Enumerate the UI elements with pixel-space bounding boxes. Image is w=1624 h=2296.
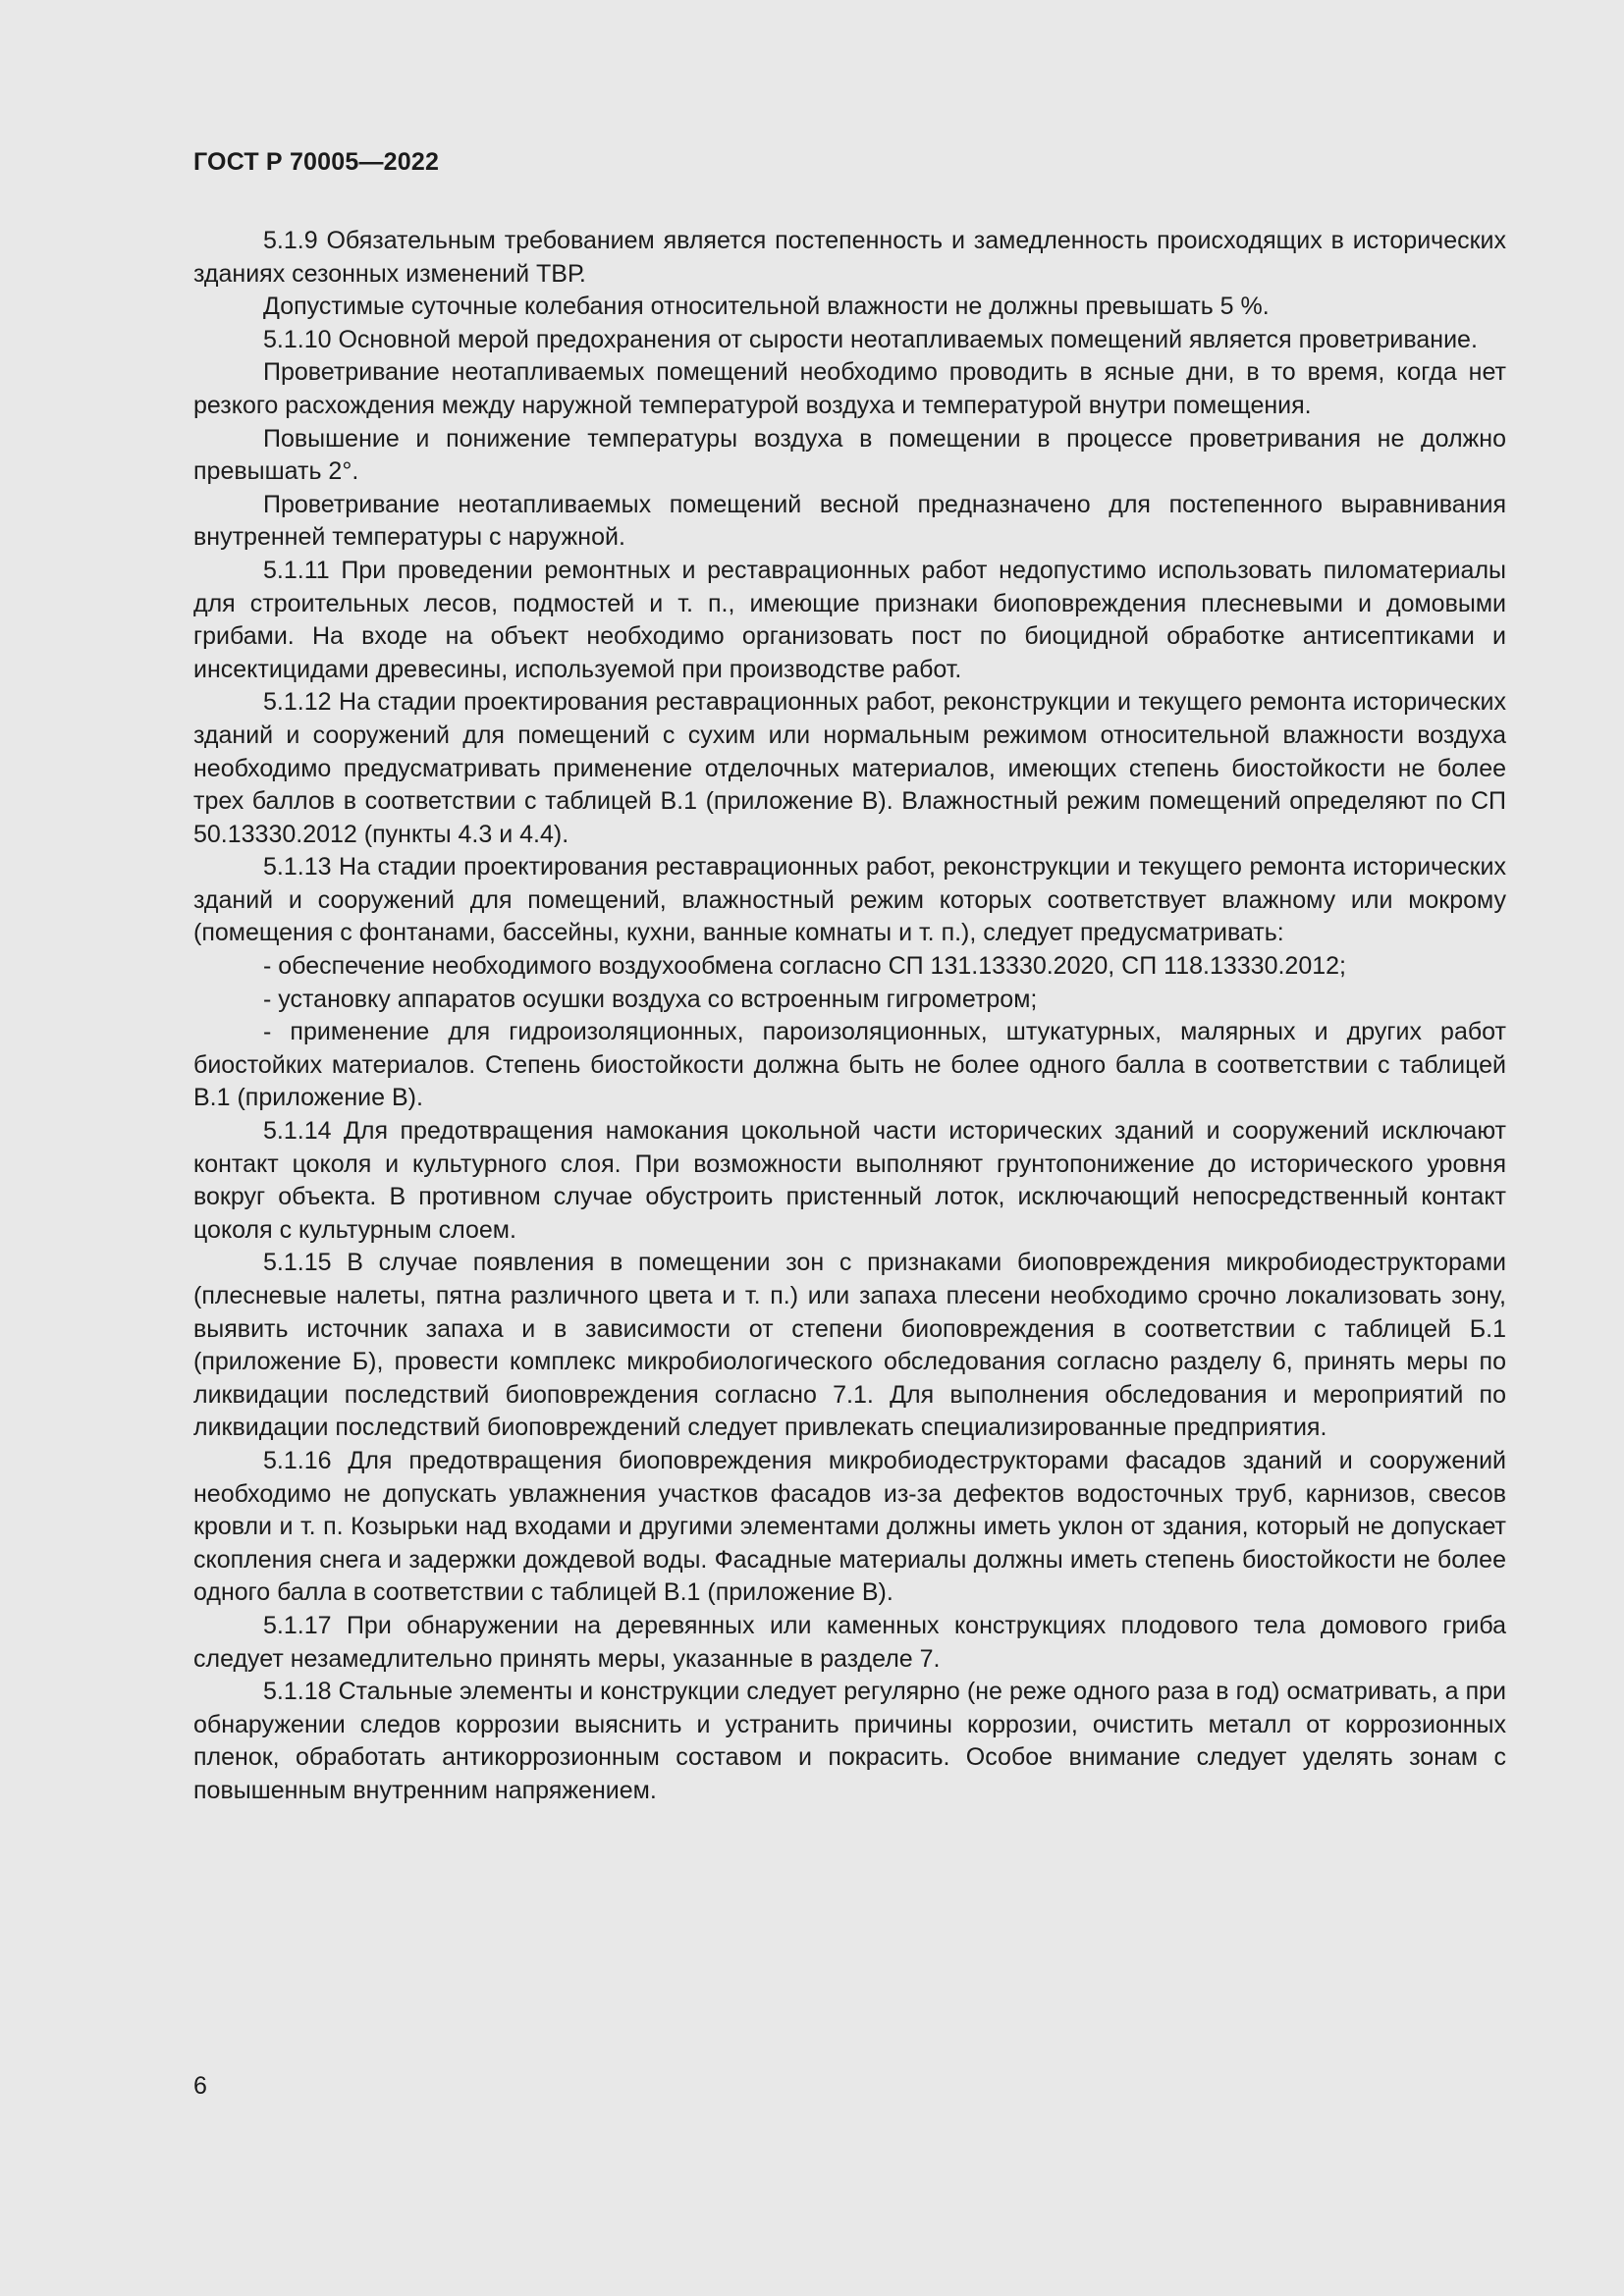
list-item-biostable-materials: - применение для гидроизоляционных, пароизоляционных, штукатурных, малярных и других работ биостойких материалов. Степень биостойкости должна быть не более одного балла в соответствии с таблицей В.1 (приложение В). <box>193 1018 1506 1112</box>
paragraph-5-1-10: 5.1.10 Основной мерой предохранения от сырости неотапливаемых помещений является проветривание. <box>263 325 1478 353</box>
paragraph-5-1-11: 5.1.11 При проведении ремонтных и реставрационных работ недопустимо использовать пиломатериалы для строительных лесов, подмостей и т. п., имеющие признаки биоповреждения плесневыми и домовыми грибами. На входе на объект необходимо организовать пост по биоцидной обработке антисептиками и инсектицидами древесины, используемой при производстве работ. <box>193 556 1506 683</box>
paragraph-ventilation-days: Проветривание неотапливаемых помещений необходимо проводить в ясные дни, в то время, когда нет резкого расхождения между наружной температурой воздуха и температурой внутри помещения. <box>193 358 1506 419</box>
paragraph-temperature-change: Повышение и понижение температуры воздуха в помещении в процессе проветривания не должно превышать 2°. <box>193 424 1506 486</box>
list-item-dehumidifiers: - установку аппаратов осушки воздуха со встроенным гигрометром; <box>263 985 1038 1013</box>
list-item-air-exchange: - обеспечение необходимого воздухообмена согласно СП 131.13330.2020, СП 118.13330.2012; <box>263 952 1346 981</box>
paragraph-humidity-fluctuation: Допустимые суточные колебания относительной влажности не должны превышать 5 %. <box>263 293 1270 321</box>
paragraph-spring-ventilation: Проветривание неотапливаемых помещений весной предназначено для постепенного выравнивания внутренней температуры с наружной. <box>193 490 1506 552</box>
paragraph-5-1-12: 5.1.12 На стадии проектирования реставрационных работ, реконструкции и текущего ремонта исторических зданий и сооружений для помещений с сухим или нормальным режимом относительной влажности воздуха необходимо предусматривать применение отделочных материалов, имеющих степень биостойкости не более трех баллов в соответствии с таблицей В.1 (приложение В). Влажностный режим помещений определяют по СП 50.13330.2012 (пункты 4.3 и 4.4). <box>193 688 1506 848</box>
paragraph-5-1-15: 5.1.15 В случае появления в помещении зон с признаками биоповреждения микробиодеструкторами (плесневые налеты, пятна различного цвета и т. п.) или запаха плесени необходимо срочно локализовать зону, выявить источник запаха и в зависимости от степени биоповреждения в соответствии с таблицей Б.1 (приложение Б), провести комплекс микробиологического обследования согласно разделу 6, принять меры по ликвидации последствий биоповреждения согласно 7.1. Для выполнения обследования и мероприятий по ликвидации последствий биоповреждений следует привлекать специализированные предприятия. <box>193 1249 1506 1442</box>
paragraph-5-1-17: 5.1.17 При обнаружении на деревянных или каменных конструкциях плодового тела домового гриба следует незамедлительно принять меры, указанные в разделе 7. <box>193 1611 1506 1673</box>
page-number: 6 <box>193 2072 207 2100</box>
paragraph-5-1-13: 5.1.13 На стадии проектирования реставрационных работ, реконструкции и текущего ремонта исторических зданий и сооружений для помещений, влажностный режим которых соответствует влажному или мокрому (помещения с фонтанами, бассейны, кухни, ванные комнаты и т. п.), следует предусматривать: <box>193 853 1506 947</box>
document-header: ГОСТ Р 70005—2022 <box>193 148 440 176</box>
paragraph-5-1-14: 5.1.14 Для предотвращения намокания цокольной части исторических зданий и сооружений исключают контакт цоколя и культурного слоя. При возможности выполняют грунтопонижение до исторического уровня вокруг объекта. В противном случае обустроить пристенный лоток, исключающий непосредственный контакт цоколя с культурным слоем. <box>193 1117 1506 1244</box>
paragraph-5-1-16: 5.1.16 Для предотвращения биоповреждения микробиодеструкторами фасадов зданий и сооружений необходимо не допускать увлажнения участков фасадов из-за дефектов водосточных труб, карнизов, свесов кровли и т. п. Козырьки над входами и другими элементами должны иметь уклон от здания, который не допускает скопления снега и задержки дождевой воды. Фасадные материалы должны иметь степень биостойкости не более одного балла в соответствии с таблицей В.1 (приложение В). <box>193 1446 1506 1607</box>
document-body <box>193 225 1506 1808</box>
paragraph-5-1-18: 5.1.18 Стальные элементы и конструкции следует регулярно (не реже одного раза в год) осматривать, а при обнаружении следов коррозии выяснить и устранить причины коррозии, очистить металл от коррозионных пленок, обработать антикоррозионным составом и покрасить. Особое внимание следует уделять зонам с повышенным внутренним напряжением. <box>193 1678 1506 1804</box>
paragraph-5-1-9: 5.1.9 Обязательным требованием является постепенность и замедленность происходящих в исторических зданиях сезонных изменений ТВР. <box>193 227 1506 288</box>
